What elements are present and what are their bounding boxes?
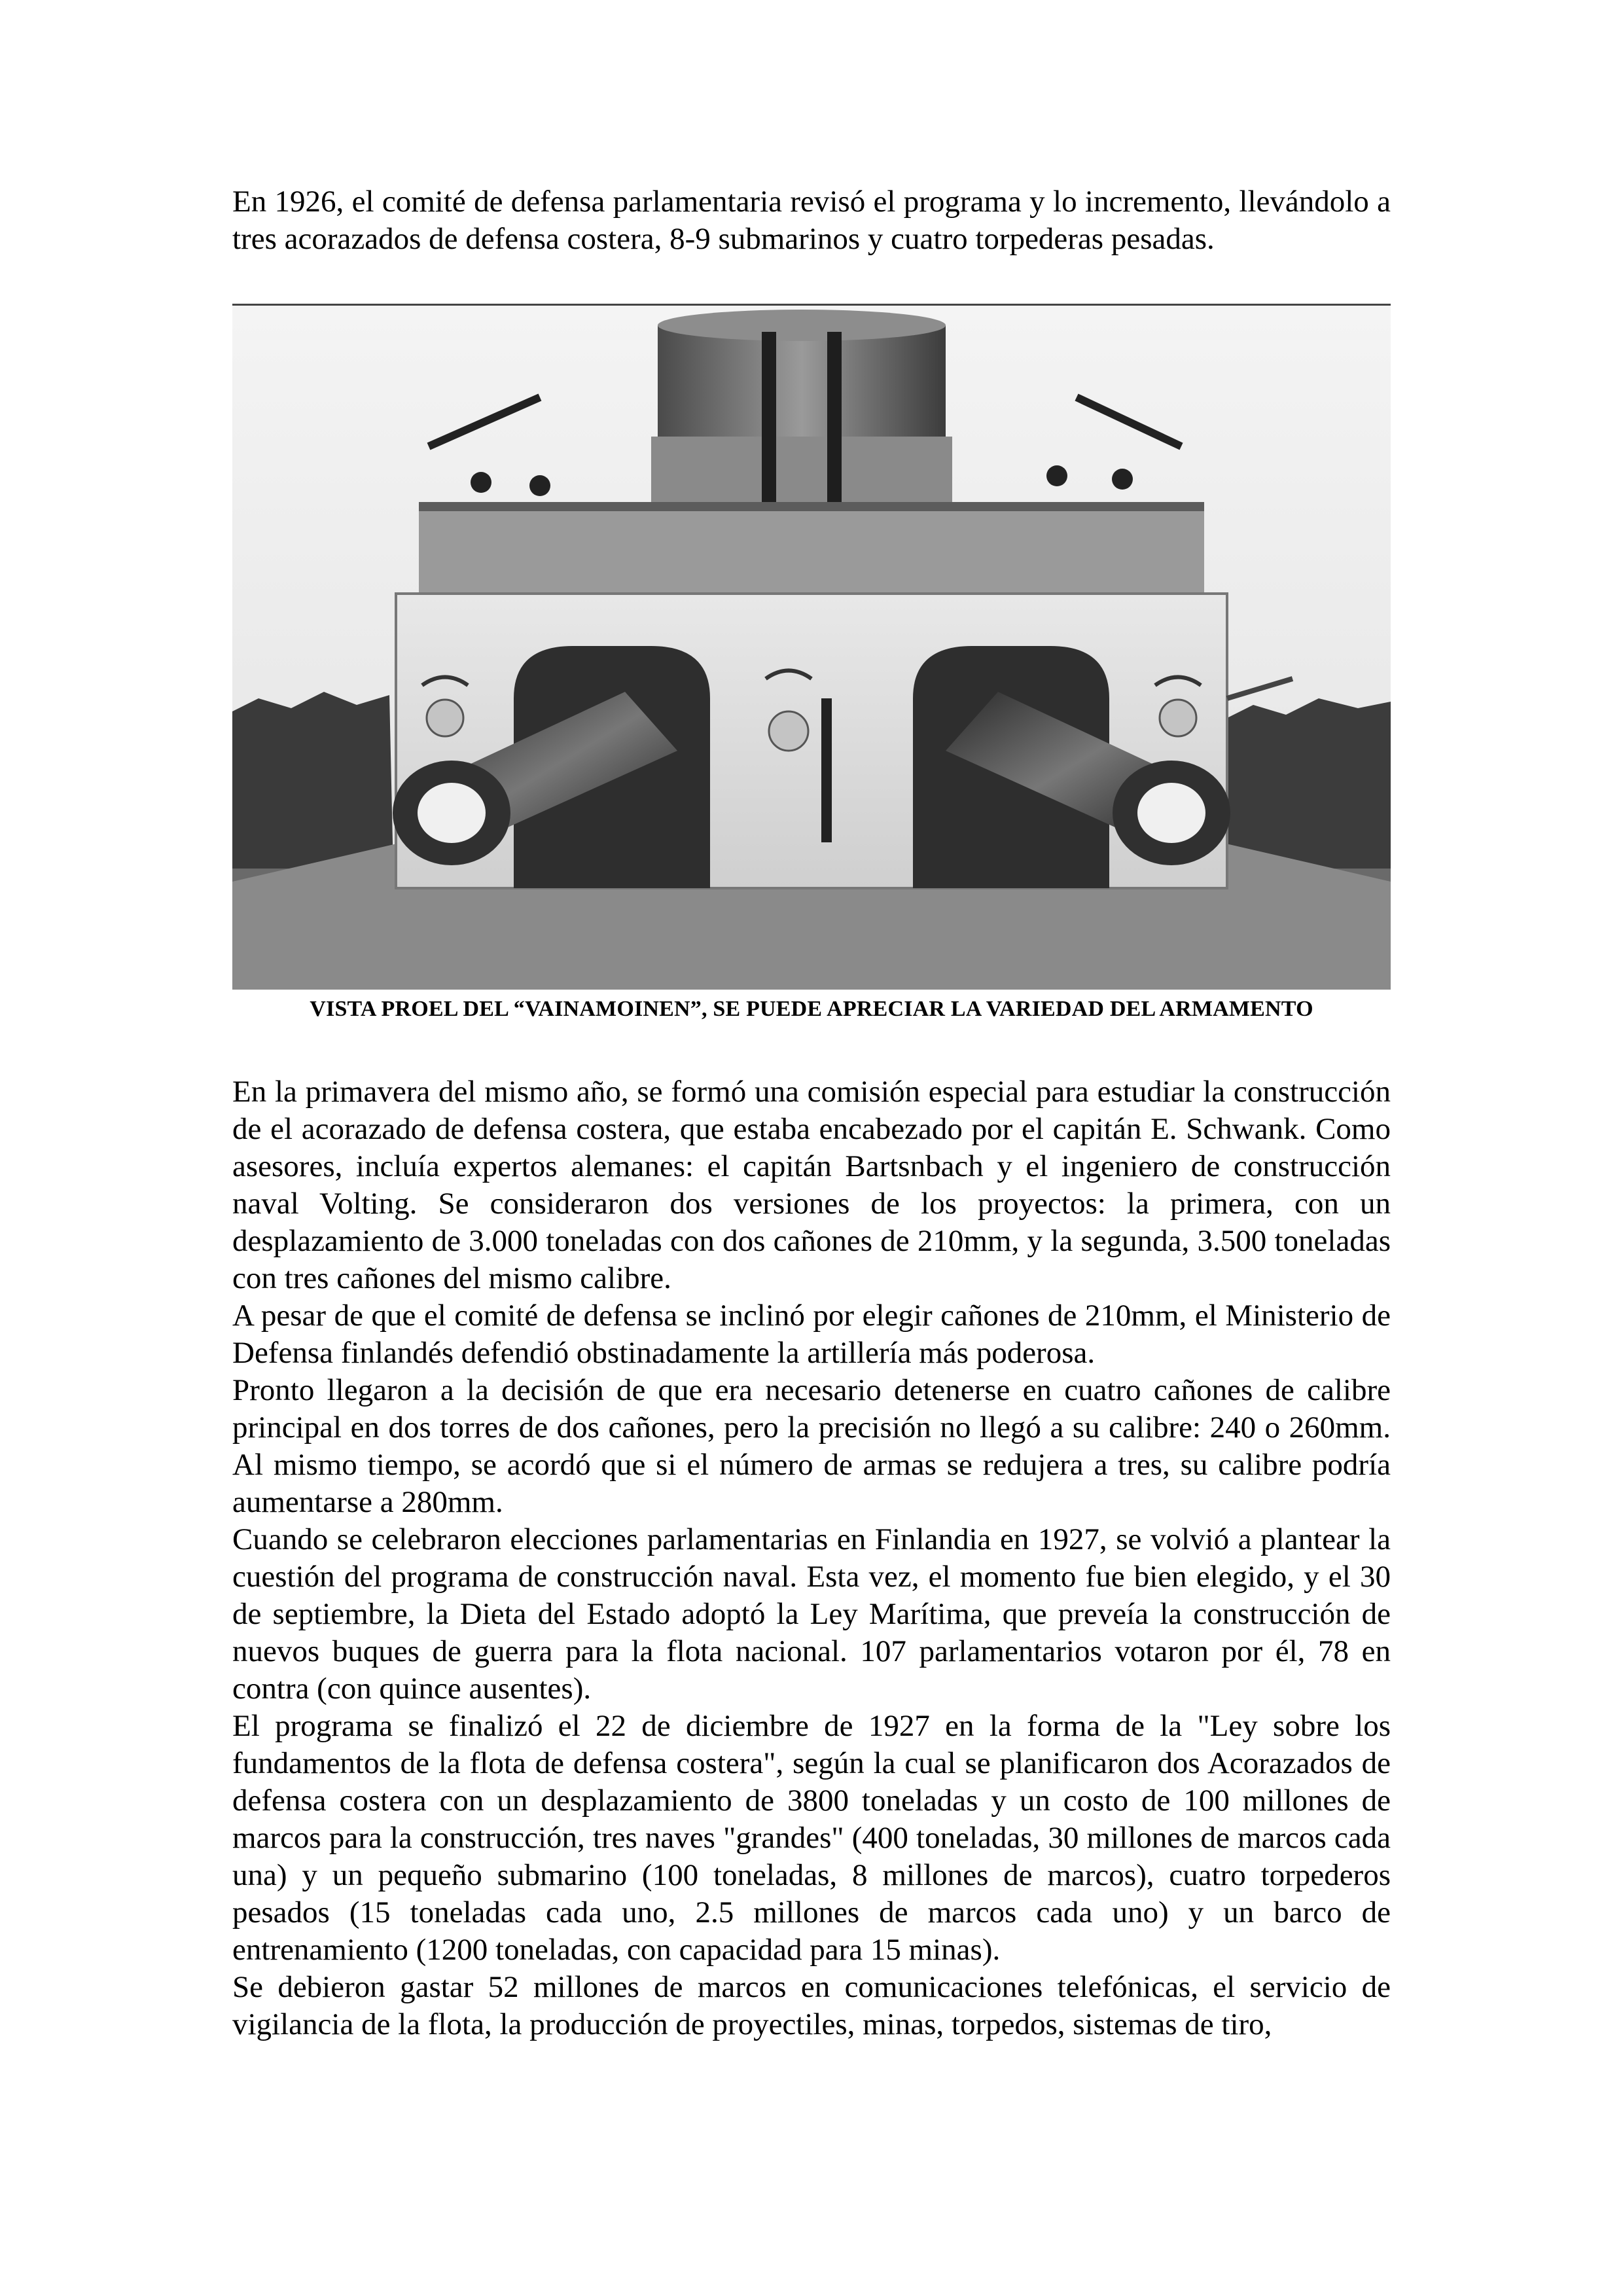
ship-photo xyxy=(232,306,1391,990)
body-paragraph-1: En la primavera del mismo año, se formó una comisión especial para estudiar la construcción de el acorazado de defensa costera, que estaba encabezado por el capitán E. Schwank. Como asesores, incluía expertos alemanes: el capitán Bartsnbach y el ingeniero de construcción naval Volting. Se consideraron dos versiones de los proyectos: la primera, con un desplazamiento de 3.000 toneladas con dos cañones de 210mm, y la segunda, 3.500 toneladas con tres cañones del mismo calibre. xyxy=(232,1075,1391,1295)
intro-paragraph: En 1926, el comité de defensa parlamentaria revisó el programa y lo incremento, llevándolo a tres acorazados de defensa costera, 8-9 submarinos y cuatro torpederas pesadas. xyxy=(232,185,1391,256)
body-paragraph-3: Pronto llegaron a la decisión de que era necesario detenerse en cuatro cañones de calibre principal en dos torres de dos cañones, pero la precisión no llegó a su calibre: 240 o 260mm. Al mismo tiempo, se acordó que si el número de armas se redujera a tres, su calibre podría aumentarse a 280mm. xyxy=(232,1373,1391,1519)
bridge-deck xyxy=(419,502,1204,594)
body-paragraph-5: El programa se finalizó el 22 de diciembre de 1927 en la forma de la "Ley sobre los fundamentos de la flota de defensa costera", según la cual se planificaron dos Acorazados de defensa costera con un desplazamiento de 3800 toneladas y un costo de 100 millones de marcos para la construcción, tres naves "grandes" (400 toneladas, 30 millones de marcos cada una) y un pequeño submarino (100 toneladas, 8 millones de marcos), cuatro torpederos pesados (15 toneladas cada uno, 2.5 millones de marcos cada uno) y un barco de entrenamiento (1200 toneladas, con capacidad para 15 minas). xyxy=(232,1709,1391,1967)
figure-caption: VISTA PROEL DEL “VAINAMOINEN”, SE PUEDE APRECIAR LA VARIEDAD DEL ARMAMENTO xyxy=(310,997,1313,1021)
ship-photo-figure xyxy=(232,304,1391,990)
body-paragraph-4: Cuando se celebraron elecciones parlamentarias en Finlandia en 1927, se volvió a plantear la cuestión del programa de construcción naval. Esta vez, el momento fue bien elegido, y el 30 de septiembre, la Dieta del Estado adoptó la Ley Marítima, que preveía la construcción de nuevos buques de guerra para la flota nacional. 107 parlamentarios votaron por él, 78 en contra (con quince ausentes). xyxy=(232,1522,1391,1706)
page-content xyxy=(232,183,1391,2043)
fire-control-tower xyxy=(658,325,946,450)
body-paragraph-2: A pesar de que el comité de defensa se inclinó por elegir cañones de 210mm, el Ministerio de Defensa finlandés defendió obstinadamente la artillería más poderosa. xyxy=(232,1299,1391,1370)
body-paragraph-6: Se debieron gastar 52 millones de marcos en comunicaciones telefónicas, el servicio de vigilancia de la flota, la producción de proyectiles, minas, torpedos, sistemas de tiro, xyxy=(232,1970,1391,2041)
